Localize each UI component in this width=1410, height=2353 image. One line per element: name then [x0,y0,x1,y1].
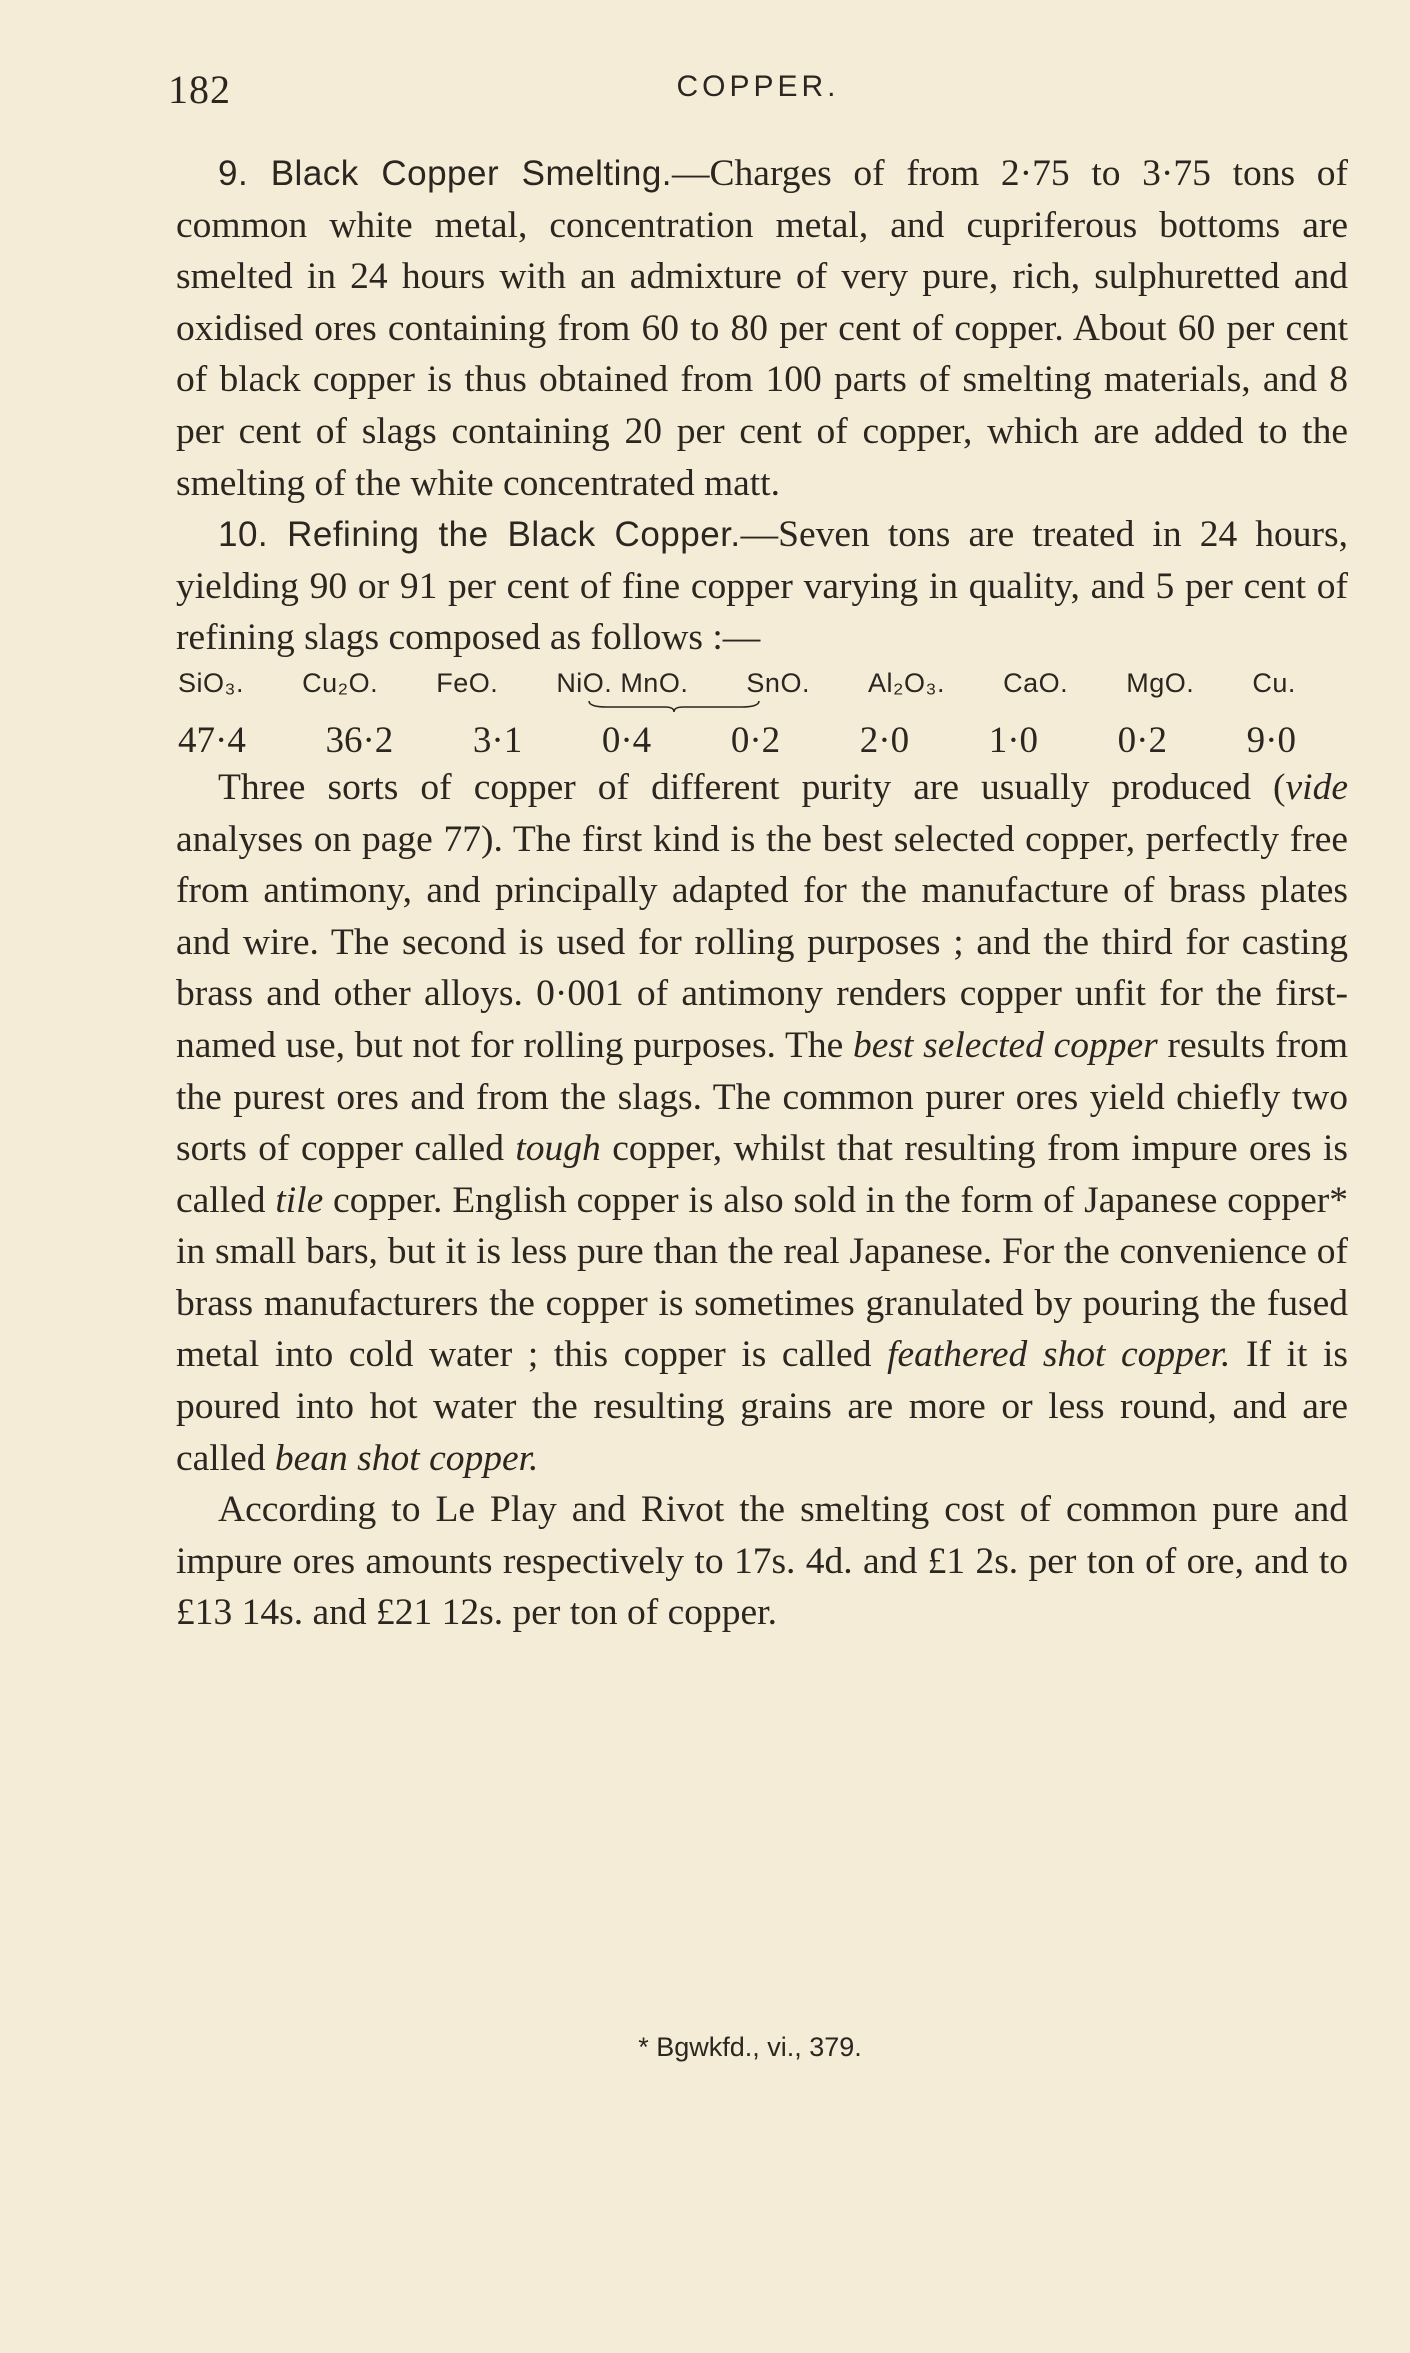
table-header-cell: Cu₂O. [302,667,379,698]
text-run: copper. English copper is also sold in the form of Japanese copper* in small bars, but it is less pure than the real Japanese. For the convenience of brass manufacturers the copper is sometimes granulated by pouring the fused metal into cold water ; this copper is called [176,1179,1349,1376]
table-header-cell: NiO. MnO. [556,667,689,698]
brace-container [176,699,1326,715]
smelting-cost-paragraph: According to Le Play and Rivot the smelting cost of common pure and impure ores amounts respectively to 17s. 4d. and £1 2s. per ton of ore, and to £13 14s. and £21 12s. per ton of copper. [176,1489,1348,1634]
table-header-cell: SiO₃. [178,667,245,698]
section-9-text: —Charges of from 2·75 to 3·75 tons of common white metal, concentration metal, and cupriferous bottoms are smelted in 24 hours with an admixture of very pure, rich, sulphuretted and oxidised ores containing from 60 to 80 per cent of copper. About 60 per cent of black copper is thus obtained from 100 parts of smelting materials, and 8 per cent of slags containing 20 per cent of copper, which are added to the smelting of the white concentrated matt. [176,153,1349,504]
table-header-cell: MgO. [1126,667,1195,698]
text-run: copper, whilst that resulting from impure ores is called [176,1128,1348,1221]
text-run: results from the purest ores and from the slags. The common purer ores yield chiefly two sorts of copper called [176,1024,1348,1170]
table-header-cell: FeO. [436,667,499,698]
table-header-cell: SnO. [746,667,810,698]
italic-term: tile [275,1179,324,1221]
table-header-cell: Al₂O₃. [868,667,946,698]
table-cell: 2·0 [859,719,910,761]
body-text [176,148,1348,1639]
table-cell: 1·0 [988,719,1039,761]
table-values-row [176,719,1326,762]
table-cell: 0·2 [1117,719,1167,761]
text-run: Three sorts of copper of different purity are usually produced ( [218,766,1286,808]
table-cell: 9·0 [1246,719,1296,761]
italic-term: bean shot copper. [274,1437,539,1479]
section-10-paragraph [176,509,1348,664]
section-10-text: —Seven tons are treated in 24 hours, yielding 90 or 91 per cent of fine copper varying in quality, and 5 per cent of refining slags composed as follows :— [176,514,1348,659]
slag-composition-table [176,668,1326,762]
table-header-cell: Cu. [1252,667,1296,698]
page-header [168,66,1348,126]
footnote: * Bgwkfd., vi., 379. [638,2032,862,2062]
page-number: 182 [168,67,231,112]
section-10-heading: 10. Refining the Black Copper. [218,515,741,555]
table-cell: 47·4 [178,719,246,761]
table-cell: 0·4 [601,719,652,761]
text-run: analyses on page 77). The first kind is the best selected copper, perfectly free from antimony, and principally adapted for the manufacture of brass plates and wire. The second is used for rolling purposes ; and the third for casting brass and other alloys. 0·001 of antimony renders copper unfit for the first-named use, but not for rolling purposes. The [176,818,1348,1066]
running-title: COPPER. [676,70,840,103]
section-9-paragraph [176,148,1348,509]
italic-term: best selected copper [853,1024,1158,1066]
table-header-cell: CaO. [1003,667,1069,698]
table-cell: 3·1 [472,719,523,761]
copper-purity-paragraph [176,762,1348,1484]
table-header-row [176,668,1326,699]
section-9-heading: 9. Black Copper Smelting. [218,154,673,193]
table-cell: 0·2 [730,719,781,761]
grouping-brace [587,699,761,713]
italic-term: feathered shot copper. [887,1334,1231,1376]
italic-term: tough [515,1128,601,1170]
text-run: If it is poured into hot water the resulting grains are more or less round, and are called [176,1334,1348,1479]
italic-term: vide [1285,766,1348,808]
table-cell: 36·2 [325,719,394,761]
